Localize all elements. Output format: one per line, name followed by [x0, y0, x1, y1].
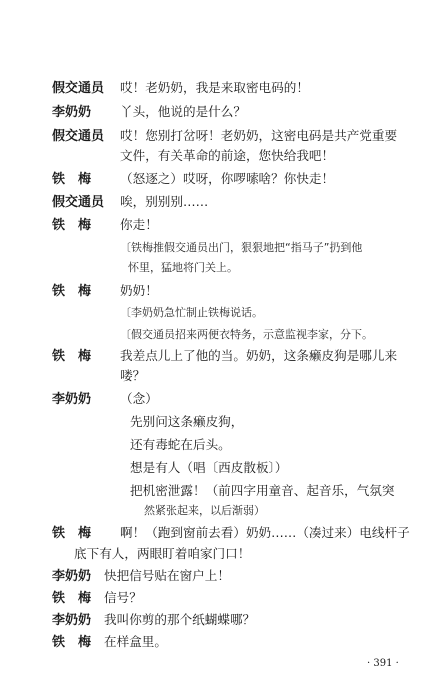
stage-direction-text: 〔铁梅推假交通员出门，狠狠地把“指马子”扔到他	[120, 241, 363, 254]
speaker-name: 假交通员	[52, 195, 105, 210]
verse-text: 先别问这条癞皮狗，	[130, 414, 244, 429]
speaker-name: 铁 梅	[52, 218, 92, 233]
speaker-name: 李奶奶	[52, 569, 92, 584]
stage-direction-text: 怀里，猛地将门关上。	[128, 261, 238, 274]
dialogue-text: 哎！您别打岔呀！老奶奶，这密电码是共产党重要	[120, 128, 398, 143]
speaker-name: 李奶奶	[52, 392, 92, 407]
dialogue-text: 哎！老奶奶，我是来取密电码的！	[120, 80, 309, 95]
speaker-name: 假交通员	[52, 81, 105, 96]
speaker-name: 铁 梅	[52, 526, 92, 541]
dialogue-text: 我差点儿上了他的当。奶奶，这条癞皮狗是哪儿来	[120, 348, 398, 363]
dialogue-text: 底下有人，两眼盯着咱家门口！	[74, 546, 251, 561]
dialogue-text: 信号？	[104, 590, 142, 605]
speaker-name: 铁 梅	[52, 284, 92, 299]
dialogue-text: 丫头，他说的是什么？	[120, 104, 246, 119]
speaker-name: 铁 梅	[52, 349, 92, 364]
dialogue-text: 啊！（跑到窗前去看）奶奶……（凑过来）电线杆子	[120, 525, 410, 540]
dialogue-text: 在样盒里。	[104, 634, 167, 649]
dialogue-text: 唉，别别别……	[120, 194, 209, 209]
stage-direction-text: 〔假交通员招来两便衣特务，示意监视李家，分下。	[120, 328, 373, 341]
dialogue-text: 我叫你剪的那个纸蝴蝶哪？	[104, 612, 256, 627]
speaker-name: 铁 梅	[52, 172, 92, 187]
dialogue-text: 快把信号贴在窗户上！	[104, 568, 230, 583]
speaker-name: 铁 梅	[52, 591, 92, 606]
stage-direction-text: 然紧张起来，以后渐弱）	[144, 504, 265, 517]
speaker-name: 李奶奶	[52, 613, 92, 628]
dialogue-text: 喽？	[120, 368, 146, 383]
dialogue-text: 奶奶！	[120, 283, 158, 298]
stage-direction-text: 〔李奶奶急忙制止铁梅说话。	[120, 306, 263, 319]
dialogue-text: （怒逐之）哎呀，你啰嗦啥？你快走！	[120, 171, 335, 186]
speaker-name: 假交通员	[52, 129, 105, 144]
speaker-name: 李奶奶	[52, 105, 92, 120]
verse-text: 想是有人（唱〔西皮散板〕）	[130, 460, 288, 475]
speaker-name: 铁 梅	[52, 635, 92, 650]
dialogue-text: 文件，有关革命的前途，您快给我吧！	[120, 148, 335, 163]
page-number: · 391 ·	[367, 658, 399, 669]
verse-text: 还有毒蛇在后头。	[130, 437, 231, 452]
dialogue-text: （念）	[120, 391, 158, 406]
verse-text: 把机密泄露！（前四字用童音、起音乐，气氛突	[130, 483, 395, 498]
dialogue-text: 你走！	[120, 217, 158, 232]
